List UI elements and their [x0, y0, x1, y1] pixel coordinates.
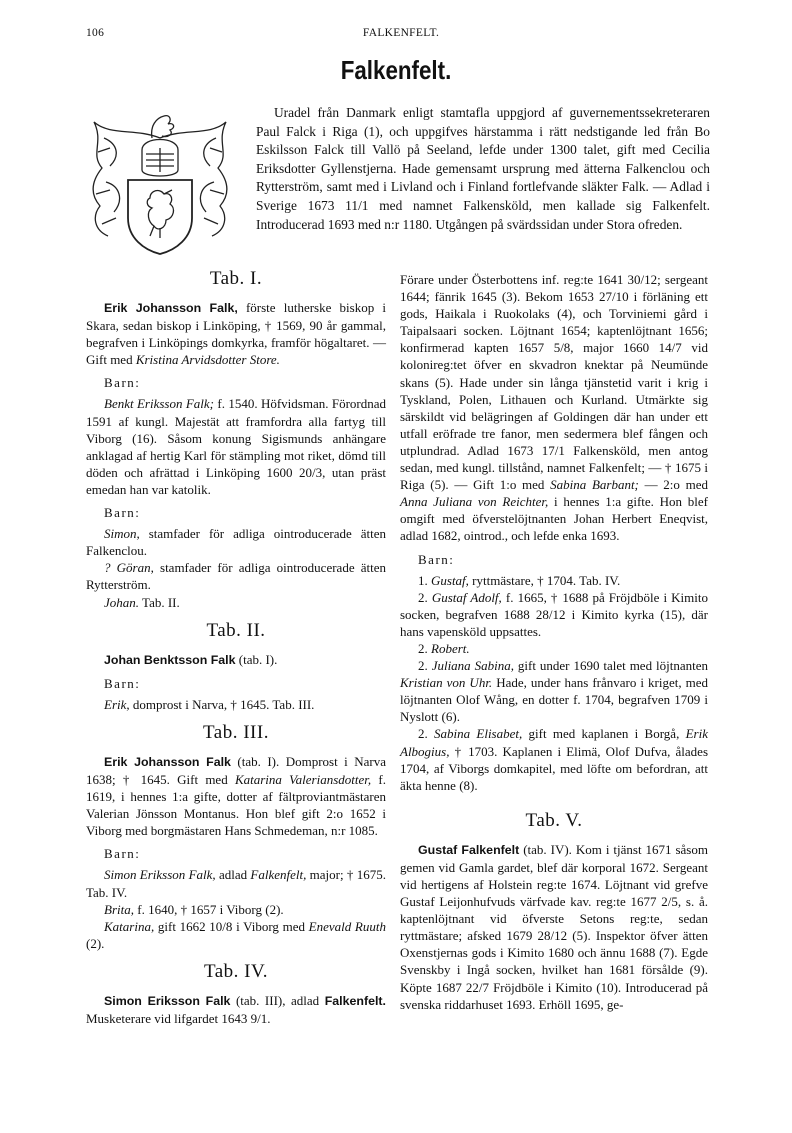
tab1-gc2-name: ? Göran,: [104, 560, 154, 576]
page-title: Falkenfelt.: [340, 55, 452, 85]
tab4-cont3: i hennes 1:a gifte. Hon blef omgift med öfverstelöjtnanten Johan Herbert Eneqvist, adlad 1682, ointrod., och lefde enka 1693.: [400, 494, 708, 544]
tab3-c3-name: Katarina,: [104, 918, 155, 934]
intro-text: Uradel från Danmark enligt stamtafla uppgjord af guvernementssekreteraren Paul Falck i Riga (1), och uppgifves härstamma i rätt nedstigande led från Bo Eskilsson Falck till Vallö på Seeland, lefde under 1300 talet, gift med Cecilia Eriksdotter Gyllenstjerna. Hade gemensamt ursprung med ätterna Falkenclou och Rytterström, samt med i Livland och i Finland fortlefvande släkter Falk. — Adlad i Sverige 1673 11/1 med namnet Falkensköld, men kallade sig Falkenfelt. Introducerad 1693 med n:r 1180. Utgången på svärdssidan under Stora ofreden.: [256, 105, 710, 232]
tab4-c5-text2: † 1703. Kaplanen i Elimä, Olof Dufva, ålades 1704, af Viborgs domkapitel, med löfte om befordran, att äkta henne (8).: [400, 743, 708, 793]
tab2-text: (tab. I).: [235, 651, 278, 667]
tab5-text: (tab. IV). Kom i tjänst 1671 såsom gemen vid Gamla gardet, blef där korporal 1672. Sergeant vid hertigens af Holstein reg:te 1674. Löjtnant vid grefve Gustaf Leijonhufvuds värfvade kav. reg:te 1677 2/5, s. å. kaptenlöjtnant vid öfverste Setons reg:te, sedan ryttmästare; afsked 1679 28/12 (5). Inspektor öfver ätten Oxenstjernas gods i Kimito 1680 och ännu 1688 (7). Egde Svenskby i Ingå socken, hvilket han 1681 försålde (9). Köpte 1687 22/7 Fröjdböle i Kimito (10). Introducerad på svenska riddarhuset 1693. Erhöll 1695, ge-: [400, 841, 708, 1012]
tab2-child: [86, 696, 386, 713]
tab1-gc2-text: stamfader för adliga ointroducerade ätten Rytterström.: [86, 560, 386, 593]
tab4-spouse1: Sabina Barbant;: [550, 477, 639, 493]
tab1-barn-label-2: Barn:: [104, 505, 141, 521]
tab4-text2: Musketerare vid lifgardet 1643 9/1.: [86, 1011, 271, 1026]
tab4-c2-text: f. 1665, † 1688 på Fröjdböle i Kimito socken, begrafven 1688 28/12 i Kimito kyrka (15), där hans vapensköld uppsattes.: [400, 589, 708, 639]
tab4-title: Falkenfelt.: [324, 993, 386, 1008]
tab4-name: Simon Eriksson Falk: [104, 993, 231, 1008]
tab4-c5-spouse: Erik Albogius,: [400, 726, 708, 759]
tab3-child1: [86, 866, 386, 900]
tab4-cont2: — 2:o med: [638, 477, 708, 493]
tab3-c1-text2: major; † 1675. Tab. IV.: [86, 867, 386, 900]
tab4-c4-text: gift under 1690 talet med löjtnanten: [513, 658, 708, 674]
tab4-c3-name: Robert.: [431, 640, 470, 656]
tab3-text2: f. 1619, i hennes 1:a gifte, dotter af fältproviantmästaren Valerian Jönsson Montanus. Hon blef gift 2:o 1652 i Viborg med borgmästaren Hans Schmedeman, n:r 1085.: [86, 771, 386, 839]
tab3-c3-text: gift 1662 10/8 i Viborg med: [154, 918, 309, 934]
tab3-spouse: Katarina Valeriansdotter,: [234, 771, 372, 787]
tab5-entry: [400, 841, 708, 1013]
right-column: [400, 271, 708, 1013]
tab1-gc1-name: Simon,: [104, 526, 140, 542]
running-title: FALKENFELT.: [362, 27, 440, 39]
tab1-gc3-name: Johan.: [104, 594, 140, 610]
tab1-gc1: [86, 525, 386, 559]
tab1-child1-text: f. 1540. Höfvidsman. Förordnad 1591 af kungl. Majestät att framfordra alla fartyg till Viborg (16). Såsom konung Sigismunds anhängare anklagad af hertig Karl för stämpling mot riket, dömd till döden och afrättad i Linköping 1600 20/3, utan präst emedan han var katolik.: [86, 396, 386, 497]
tab3-heading: Tab. III.: [203, 721, 269, 743]
tab1-gc3-text: Tab. II.: [139, 594, 180, 610]
tab3-text: (tab. I). Domprost i Narva 1638; † 1645. Gift med: [86, 753, 386, 787]
tab1-gc3: [86, 594, 386, 611]
tab1-child1: [86, 395, 386, 498]
tab4-c3-num: 2.: [418, 640, 428, 656]
tab1-barn-label: Barn:: [104, 375, 141, 391]
tab4-text: (tab. III), adlad: [230, 992, 325, 1008]
tab2-entry: [86, 651, 386, 669]
tab2-name: Johan Benktsson Falk: [104, 652, 236, 667]
tab3-barn-label: Barn:: [104, 846, 141, 862]
tab4-heading: Tab. IV.: [203, 960, 269, 982]
tab4-c5-name: Sabina Elisabet,: [434, 726, 523, 742]
tab4-c2-num: 2.: [418, 589, 428, 605]
tab3-c2-text: f. 1640, † 1657 i Viborg (2).: [133, 901, 284, 917]
page-number: 106: [86, 27, 105, 39]
tab4-c2-name: Gustaf Adolf,: [431, 589, 502, 605]
tab4-c1-name: Gustaf,: [431, 572, 469, 588]
tab4-c5-num: 2.: [418, 726, 428, 742]
tab3-child2: [86, 901, 386, 918]
tab1-heading: Tab. I.: [209, 268, 263, 289]
tab5-heading: Tab. V.: [525, 809, 583, 831]
tab4-entry: [86, 992, 386, 1027]
tab3-c1-text: adlad: [215, 867, 251, 883]
left-column: [86, 268, 386, 1027]
tab2-heading: Tab. II.: [206, 619, 266, 641]
tab4-cont: Förare under Österbottens inf. reg:te 1641 30/12; sergeant 1644; fänrik 1645 (3). Bekom 1653 27/10 i förläning ett gods, Haikala i Ruokolaks (4), och Torviniemi gård i Taipalsaari socken. Löjtnant 1654; kaptenlöjtnant 1656; konfirmerad kapten 1657 5/8, major 1660 14/7 vid kolonireg:tet öfver en skvadron knektar på Neumünde skans (5). Hade under sin långa tjänstetid varit i krig i Tyskland, Polen, Lithauen och Kurland. Utmärkte sig särskildt vid belägringen af Goldingen där han under ett utfall eröfrade tre fanor, men sedermera blef fången och utplundrad. Adlad 1673 17/1 Falkensköld, men antog sedan, med kungl. tillstånd, namnet Falkenfelt; — † 1675 i Riga (5). — Gift 1:o med: [400, 272, 708, 493]
tab4-child3: [400, 640, 708, 657]
tab2-child-name: Erik,: [104, 696, 130, 712]
tab4-c1-num: 1.: [418, 572, 428, 588]
running-header: [86, 27, 716, 43]
tab1-spouse: Kristina Arvidsdotter Store.: [135, 352, 280, 368]
tab4-spouse2: Anna Juliana von Reichter,: [400, 494, 549, 510]
tab3-c3-text2: (2).: [86, 935, 105, 951]
coat-of-arms-icon: [80, 108, 240, 260]
tab3-c2-name: Brita,: [104, 901, 134, 917]
tab4-continuation: [400, 271, 708, 545]
tab2-barn-label: Barn:: [104, 675, 141, 691]
tab4-child1: [400, 572, 708, 589]
tab4-child4: [400, 657, 708, 725]
tab1-text: förste lutherske biskop i Skara, sedan biskop i Linköping, † 1569, 90 år gammal, begrafven i Linköpings domkyrka, framför högaltaret. — Gift med: [86, 300, 386, 368]
tab3-c1-title: Falkenfelt,: [250, 867, 307, 883]
tab4-child2: [400, 589, 708, 640]
tab1-name: Erik Johansson Falk,: [104, 301, 238, 315]
tab1-gc2: [86, 559, 386, 593]
tab1-entry: [86, 299, 386, 368]
tab3-child3: [86, 918, 386, 952]
tab2-child-text: domprost i Narva, † 1645. Tab. III.: [129, 696, 315, 712]
intro-paragraph: [256, 104, 710, 234]
tab1-child1-name: Benkt Eriksson Falk;: [104, 396, 214, 412]
tab3-c1-name: Simon Eriksson Falk,: [104, 867, 216, 883]
tab5-name: Gustaf Falkenfelt: [418, 842, 520, 857]
tab4-c4-text2: Hade, under hans frånvaro i kriget, med löjtnanten Olof Wång, en dotter f. 1704, begrafven 1709 i Nyslott (6).: [400, 675, 708, 725]
tab4-c1-text: ryttmästare, † 1704. Tab. IV.: [468, 572, 621, 588]
tab4-c4-name: Juliana Sabina,: [431, 658, 514, 674]
tab3-entry: [86, 753, 386, 839]
tab3-name: Erik Johansson Falk: [104, 754, 231, 769]
tab4-c4-num: 2.: [418, 658, 428, 674]
tab4-c5-text: gift med kaplanen i Borgå,: [522, 726, 686, 742]
tab4-barn-label: Barn:: [418, 551, 455, 567]
tab3-c3-spouse: Enevald Ruuth: [308, 918, 386, 934]
tab4-child5: [400, 725, 708, 793]
tab4-c4-spouse: Kristian von Uhr.: [400, 675, 493, 691]
tab1-gc1-text: stamfader för adliga ointroducerade ätten Falkenclou.: [86, 526, 386, 559]
